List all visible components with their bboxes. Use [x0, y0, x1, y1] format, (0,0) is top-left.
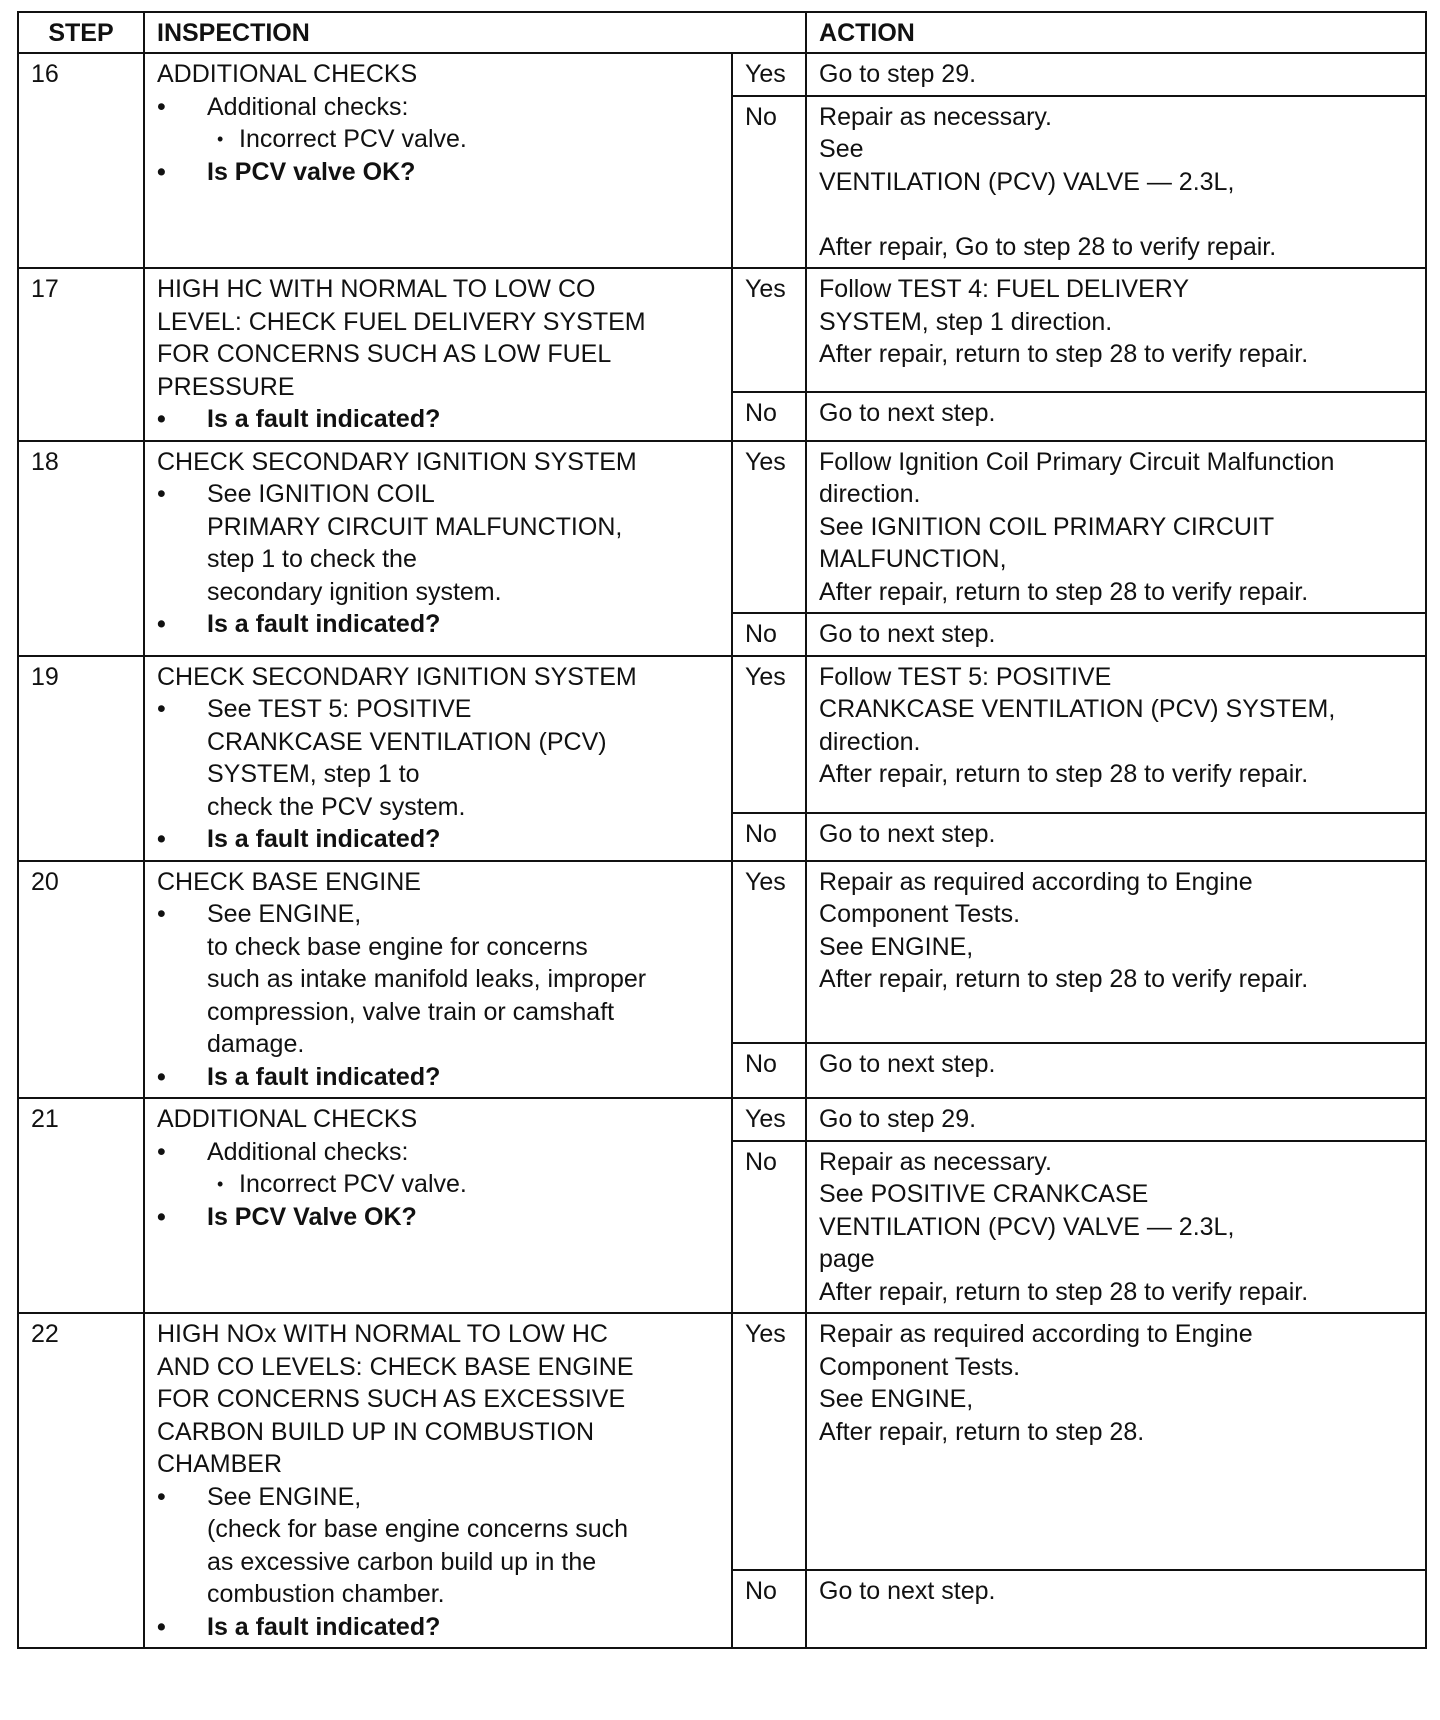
action-line: Component Tests.	[819, 900, 1021, 928]
inspection-cell	[144, 441, 732, 656]
inspection-bullet-line: step 1 to check the	[207, 545, 417, 573]
action-line: Follow Ignition Coil Primary Circuit Malfunction	[819, 447, 1335, 476]
table-row	[18, 268, 1426, 392]
inspection-title-line: FOR CONCERNS SUCH AS LOW FUEL	[157, 340, 612, 368]
no-label: No	[732, 96, 806, 269]
inspection-bullet-line: SYSTEM, step 1 to	[207, 760, 420, 788]
table-row	[18, 861, 1426, 1043]
inspection-title-line: PRESSURE	[157, 372, 295, 401]
action-line: Go to next step.	[819, 620, 996, 648]
inspection-title-line: LEVEL: CHECK FUEL DELIVERY SYSTEM	[157, 307, 646, 336]
table-row	[18, 53, 1426, 96]
action-line: Go to next step.	[819, 1049, 996, 1078]
inspection-question: • Is a fault indicated?	[157, 1611, 721, 1644]
inspection-title-line: FOR CONCERNS SUCH AS EXCESSIVE	[157, 1385, 626, 1413]
yes-label: Yes	[732, 268, 806, 392]
inspection-bullet-line: to check base engine for concerns	[207, 932, 588, 961]
action-line: See ENGINE,	[819, 1385, 974, 1413]
inspection-cell	[144, 1098, 732, 1313]
inspection-title-line: AND CO LEVELS: CHECK BASE ENGINE	[157, 1352, 634, 1381]
action-line: See IGNITION COIL PRIMARY CIRCUIT	[819, 512, 1275, 541]
inspection-question: • Is a fault indicated?	[157, 1061, 721, 1094]
inspection-bullet-line: CRANKCASE VENTILATION (PCV)	[207, 727, 607, 756]
action-line: Go to next step.	[819, 819, 996, 848]
yes-action-cell	[806, 53, 1426, 96]
inspection-bullet-line: as excessive carbon build up in the	[207, 1547, 597, 1576]
header-row	[18, 12, 1426, 53]
inspection-bullet: • Additional checks:	[157, 91, 721, 124]
no-action-cell	[806, 392, 1426, 441]
action-line: After repair, return to step 28.	[819, 1417, 1145, 1446]
yes-action-cell	[806, 1313, 1426, 1570]
action-line: See ENGINE,	[819, 932, 974, 961]
inspection-question: • Is a fault indicated?	[157, 608, 721, 641]
inspection-bullet-line: damage.	[207, 1030, 305, 1058]
inspection-bullet-line: check the PCV system.	[207, 792, 466, 821]
inspection-title-line: CARBON BUILD UP IN COMBUSTION	[157, 1417, 595, 1446]
step-number: 22	[18, 1313, 144, 1648]
no-action-cell	[806, 1141, 1426, 1314]
inspection-question: • Is PCV valve OK?	[157, 156, 721, 189]
inspection-title-line: CHAMBER	[157, 1450, 283, 1478]
action-line: Repair as necessary.	[819, 102, 1052, 131]
no-label: No	[732, 392, 806, 441]
action-line: After repair, Go to step 28 to verify repair.	[819, 232, 1277, 261]
table-row	[18, 1313, 1426, 1570]
action-line: Repair as necessary.	[819, 1147, 1052, 1176]
yes-action-cell	[806, 861, 1426, 1043]
no-action-cell	[806, 1570, 1426, 1648]
yes-label: Yes	[732, 441, 806, 614]
action-line: direction.	[819, 727, 921, 756]
inspection-bullet: • See TEST 5: POSITIVE	[157, 693, 721, 726]
step-number: 18	[18, 441, 144, 656]
yes-action-cell	[806, 268, 1426, 392]
yes-label: Yes	[732, 656, 806, 813]
inspection-title-line: HIGH NOx WITH NORMAL TO LOW HC	[157, 1320, 608, 1348]
table-row	[18, 441, 1426, 614]
inspection-cell	[144, 656, 732, 861]
no-label: No	[732, 1141, 806, 1314]
diagnostic-table	[17, 11, 1427, 1649]
action-line: After repair, return to step 28 to verify repair.	[819, 577, 1309, 606]
inspection-bullet-line: (check for base engine concerns such	[207, 1515, 629, 1543]
action-line: Go to step 29.	[819, 60, 977, 88]
action-line: page	[819, 1245, 875, 1273]
step-number: 17	[18, 268, 144, 441]
yes-action-cell	[806, 1098, 1426, 1141]
inspection-bullet-line: PRIMARY CIRCUIT MALFUNCTION,	[207, 512, 623, 541]
action-line: After repair, return to step 28 to verify repair.	[819, 340, 1309, 368]
step-number: 20	[18, 861, 144, 1099]
action-line: Go to next step.	[819, 1576, 996, 1605]
inspection-title: ADDITIONAL CHECKS	[157, 1105, 418, 1133]
action-line: After repair, return to step 28 to verify repair.	[819, 965, 1309, 993]
table-body	[18, 53, 1426, 1648]
inspection-header: INSPECTION	[144, 12, 806, 53]
yes-label: Yes	[732, 53, 806, 96]
inspection-sub-bullet: • Incorrect PCV valve.	[157, 123, 721, 156]
no-action-cell	[806, 1043, 1426, 1098]
step-number: 21	[18, 1098, 144, 1313]
inspection-cell	[144, 861, 732, 1099]
step-header: STEP	[18, 12, 144, 53]
inspection-bullet: • See IGNITION COIL	[157, 478, 721, 511]
inspection-title: CHECK SECONDARY IGNITION SYSTEM	[157, 447, 637, 476]
action-line: VENTILATION (PCV) VALVE — 2.3L,	[819, 167, 1235, 196]
no-action-cell	[806, 813, 1426, 861]
inspection-bullet: • Additional checks:	[157, 1136, 721, 1169]
no-label: No	[732, 813, 806, 861]
action-line: direction.	[819, 480, 921, 508]
inspection-bullet: • See ENGINE,	[157, 898, 721, 931]
inspection-title-line: HIGH HC WITH NORMAL TO LOW CO	[157, 275, 596, 303]
action-line: See	[819, 135, 864, 163]
inspection-question: • Is a fault indicated?	[157, 823, 721, 856]
inspection-question: • Is PCV Valve OK?	[157, 1201, 721, 1234]
inspection-bullet: • See ENGINE,	[157, 1481, 721, 1514]
action-line: MALFUNCTION,	[819, 545, 1007, 573]
action-line: Follow TEST 4: FUEL DELIVERY	[819, 275, 1190, 303]
yes-label: Yes	[732, 861, 806, 1043]
yes-action-cell	[806, 656, 1426, 813]
action-line: CRANKCASE VENTILATION (PCV) SYSTEM,	[819, 695, 1336, 723]
spacer-line	[819, 198, 1415, 231]
step-number: 19	[18, 656, 144, 861]
table-row	[18, 1098, 1426, 1141]
inspection-title: CHECK BASE ENGINE	[157, 867, 421, 896]
yes-label: Yes	[732, 1098, 806, 1141]
yes-action-cell	[806, 441, 1426, 614]
action-line: After repair, return to step 28 to verify repair.	[819, 1277, 1309, 1306]
action-line: VENTILATION (PCV) VALVE — 2.3L,	[819, 1212, 1235, 1241]
inspection-title: CHECK SECONDARY IGNITION SYSTEM	[157, 662, 637, 691]
step-number: 16	[18, 53, 144, 268]
table-row	[18, 656, 1426, 813]
no-label: No	[732, 613, 806, 656]
inspection-cell	[144, 268, 732, 441]
inspection-sub-bullet: • Incorrect PCV valve.	[157, 1168, 721, 1201]
action-line: Go to step 29.	[819, 1105, 977, 1133]
yes-label: Yes	[732, 1313, 806, 1570]
inspection-bullet-line: compression, valve train or camshaft	[207, 997, 615, 1026]
action-line: Go to next step.	[819, 398, 996, 427]
inspection-bullet-line: secondary ignition system.	[207, 577, 502, 606]
inspection-bullet-line: combustion chamber.	[207, 1580, 445, 1608]
action-line: Repair as required according to Engine	[819, 1320, 1253, 1348]
no-label: No	[732, 1570, 806, 1648]
action-line: SYSTEM, step 1 direction.	[819, 307, 1113, 336]
action-line: Repair as required according to Engine	[819, 867, 1253, 896]
inspection-question: • Is a fault indicated?	[157, 403, 721, 436]
inspection-cell	[144, 1313, 732, 1648]
action-line: Follow TEST 5: POSITIVE	[819, 662, 1112, 691]
inspection-bullet-line: such as intake manifold leaks, improper	[207, 965, 647, 993]
no-action-cell	[806, 96, 1426, 269]
action-header: ACTION	[806, 12, 1426, 53]
action-line: See POSITIVE CRANKCASE	[819, 1180, 1149, 1208]
inspection-cell	[144, 53, 732, 268]
action-line: After repair, return to step 28 to verify repair.	[819, 760, 1309, 788]
no-label: No	[732, 1043, 806, 1098]
action-line: Component Tests.	[819, 1352, 1021, 1381]
no-action-cell	[806, 613, 1426, 656]
inspection-title: ADDITIONAL CHECKS	[157, 60, 418, 88]
